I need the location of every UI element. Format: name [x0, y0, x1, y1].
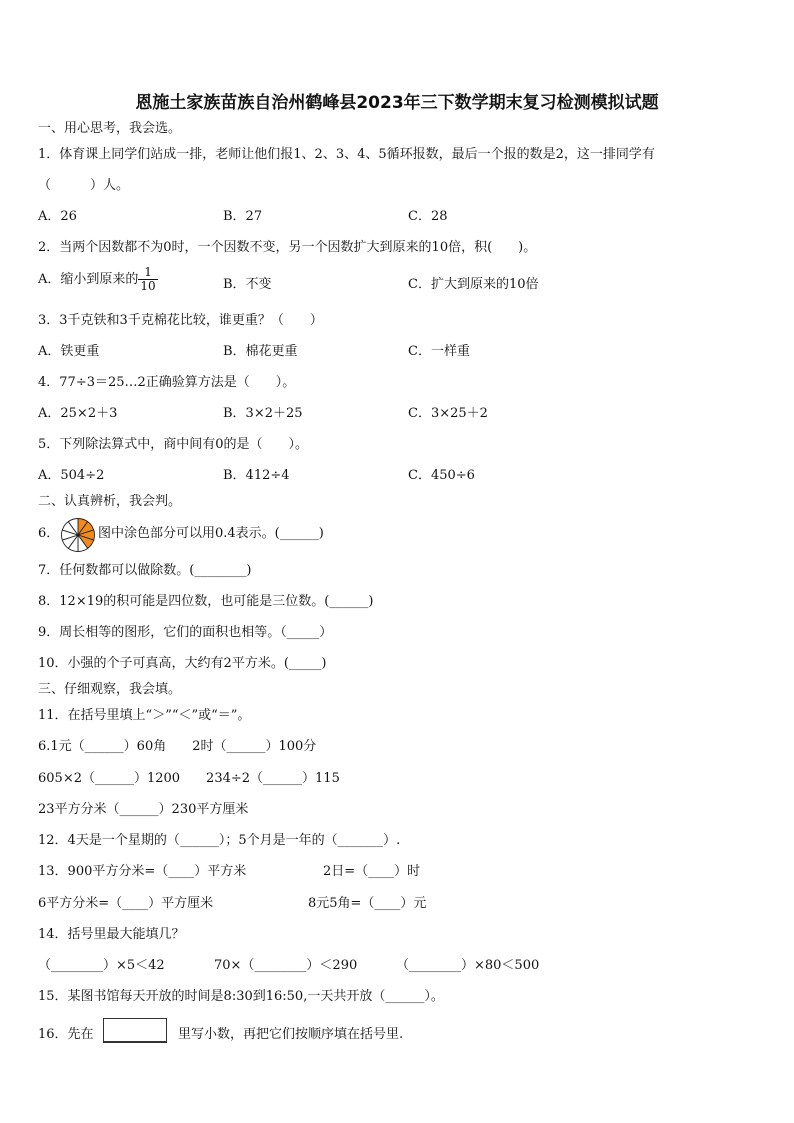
question-11-row-1: 6.1元（______）60角 2时（______）100分: [38, 739, 317, 754]
question-6-number: 6．: [38, 526, 60, 541]
pie-slices: [62, 519, 95, 552]
question-4-text: 4．77÷3＝25…2正确验算方法是（ ）。: [38, 375, 296, 390]
question-14-item-c: （________）×80＜500: [396, 958, 540, 973]
page-title: 恩施土家族苗族自治州鹤峰县2023年三下数学期末复习检测模拟试题: [135, 93, 659, 113]
question-2-option-c: C．扩大到原来的10倍: [408, 277, 539, 292]
question-10-text: 10．小强的个子可真高，大约有2平方米。(_____): [38, 656, 327, 671]
question-3-option-c: C．一样重: [408, 344, 470, 359]
question-2-text: 2．当两个因数都不为0时，一个因数不变，另一个因数扩大到原来的10倍，积( )。: [38, 240, 537, 255]
question-4-option-a: A．25×2＋3: [38, 406, 118, 421]
question-5-option-b: B．412÷4: [223, 468, 290, 483]
pie-figure: [60, 517, 96, 553]
question-5-option-c: C．450÷6: [408, 468, 475, 483]
question-4-option-b: B．3×2＋25: [223, 406, 303, 421]
fraction-one-tenth: [138, 266, 157, 293]
question-13-row-1b: 2日=（____）时: [323, 864, 421, 879]
question-1-option-a: A．26: [38, 209, 77, 224]
question-3-text: 3．3千克铁和3千克棉花比较，谁更重？（ ）: [38, 313, 323, 328]
fraction-numerator: 1: [138, 266, 157, 280]
question-5-option-a: A．504÷2: [38, 468, 105, 483]
question-16-prefix: 16．先在: [38, 1027, 94, 1042]
question-9-text: 9．周长相等的图形，它们的面积也相等。（_____）: [38, 625, 333, 640]
question-6-text: 图中涂色部分可以用0.4表示。(______): [98, 526, 324, 541]
fraction-denominator: 10: [140, 279, 156, 293]
question-15-text: 15．某图书馆每天开放的时间是8:30到16:50,一天共开放（______）。: [38, 989, 444, 1004]
question-14-item-a: （________）×5＜42: [38, 958, 165, 973]
question-1-option-c: C．28: [408, 209, 448, 224]
question-14-text: 14．括号里最大能填几？: [38, 927, 185, 942]
question-14-item-b: 70×（________）＜290: [214, 958, 358, 973]
decimal-input-box[interactable]: [103, 1018, 167, 1043]
question-4-option-c: C．3×25＋2: [408, 406, 488, 421]
question-13-row-2a: 6平方分米=（____）平方厘米: [38, 896, 214, 911]
question-3-option-b: B．棉花更重: [223, 344, 298, 359]
question-16-suffix: 里写小数，再把它们按顺序填在括号里.: [178, 1027, 404, 1042]
question-11-row-3: 23平方分米（______）230平方厘米: [38, 802, 249, 817]
question-11-row-2: 605×2（______）1200 234÷2（______）115: [38, 771, 340, 786]
section-heading-2: 二、认真辨析，我会判。: [38, 494, 182, 509]
question-7-text: 7．任何数都可以做除数。(________): [38, 563, 252, 578]
question-11-text: 11．在括号里填上“＞”“＜”或“＝”。: [38, 708, 251, 723]
section-heading-1: 一、用心思考，我会选。: [38, 121, 182, 136]
question-5-text: 5．下列除法算式中，商中间有0的是（ ）。: [38, 437, 309, 452]
question-2-option-b: B．不变: [223, 277, 272, 292]
question-1-text-cont: （ ）人。: [38, 178, 130, 193]
question-3-option-a: A．铁更重: [38, 344, 100, 359]
question-13-row-1a: 13．900平方分米=（____）平方米: [38, 864, 247, 879]
section-heading-3: 三、仔细观察，我会填。: [38, 682, 182, 697]
question-2-option-a: [38, 266, 158, 293]
question-12-text: 12．4天是一个星期的（______）；5个月是一年的（_______）.: [38, 833, 401, 848]
question-1-option-b: B．27: [223, 209, 263, 224]
question-1-text: 1．体育课上同学们站成一排，老师让他们报1、2、3、4、5循环报数，最后一个报的数是2，这一排同学有: [38, 147, 655, 162]
question-2-option-a-label: A．缩小到原来的: [38, 272, 139, 287]
question-8-text: 8．12×19的积可能是四位数，也可能是三位数。(______): [38, 594, 374, 609]
question-13-row-2b: 8元5角=（____）元: [308, 896, 427, 911]
